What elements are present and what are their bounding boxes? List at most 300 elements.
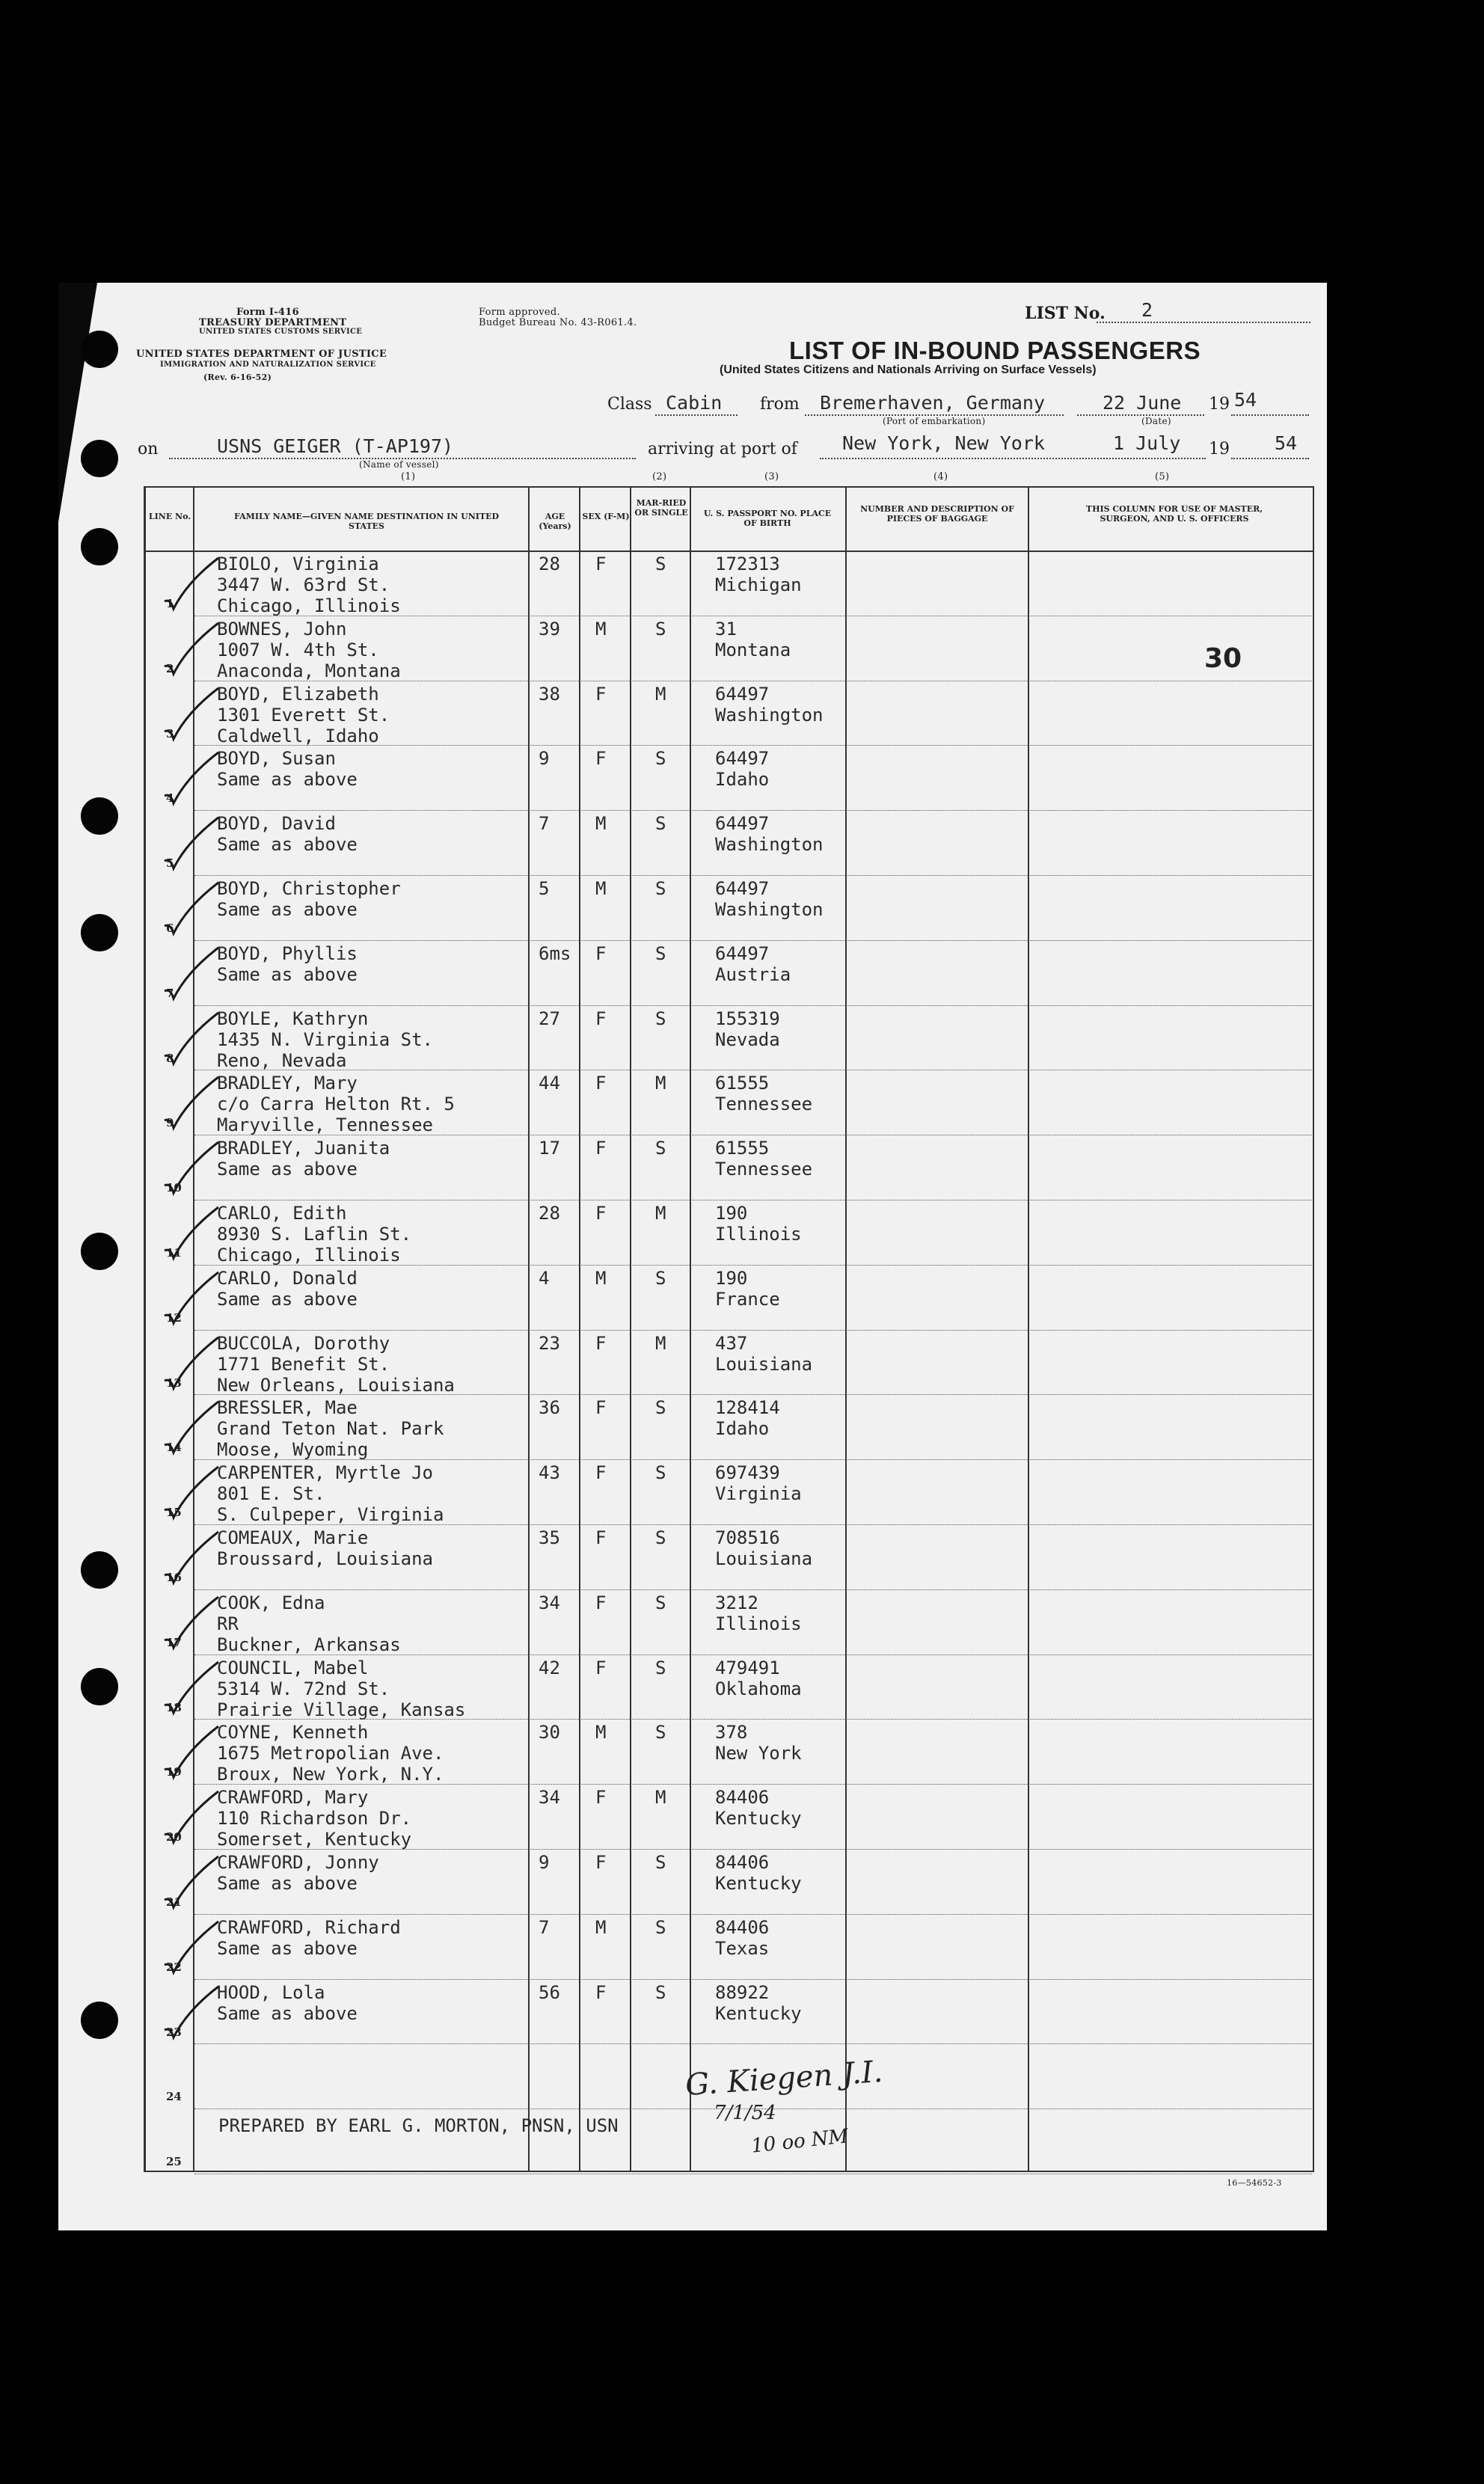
line-number: 2 [166, 661, 174, 675]
class-label: Class [607, 395, 652, 414]
row-separator [194, 1330, 1312, 1331]
age: 42 [539, 1657, 560, 1678]
row-separator [194, 1719, 1312, 1720]
passport-number: 378 [715, 1722, 748, 1744]
address-line-1: Same as above [217, 899, 358, 920]
place-of-birth: Tennessee [715, 1159, 813, 1180]
check-mark-icon [157, 1204, 224, 1264]
place-of-birth: Washington [715, 834, 824, 856]
line-number: 16 [166, 1571, 182, 1584]
address-line-1: c/o Carra Helton Rt. 5 [217, 1094, 455, 1115]
sex: F [595, 1138, 607, 1159]
passport-number: 697439 [715, 1462, 780, 1484]
marital-status: S [655, 1138, 666, 1159]
row-separator [194, 1265, 1312, 1266]
table-header-rule [144, 551, 1313, 552]
passport-number: 172313 [715, 553, 780, 574]
officer-signature: G. Kiegen J.I. [684, 2054, 884, 2103]
header-married: MAR-RIED OR SINGLE [634, 498, 688, 518]
marital-status: M [655, 1787, 666, 1809]
punch-hole [81, 440, 118, 477]
passport-number: 88922 [715, 1981, 770, 2003]
sex: M [595, 1916, 607, 1938]
punch-hole [81, 1233, 118, 1270]
check-mark-icon [157, 1334, 224, 1394]
address-line-1: 801 E. St. [217, 1483, 325, 1505]
address-line-1: Same as above [217, 769, 358, 791]
embarkation-port: Bremerhaven, Germany [820, 392, 1046, 414]
check-mark-icon [157, 1074, 224, 1134]
row-separator [194, 1459, 1312, 1460]
form-approved: Form approved. [479, 307, 560, 318]
address-line-1: 5314 W. 72nd St. [217, 1678, 390, 1699]
check-mark-icon [157, 815, 224, 874]
age: 34 [539, 1592, 560, 1613]
sex: F [595, 1203, 607, 1224]
col-num-5: (5) [1155, 471, 1170, 482]
passport-number: 64497 [715, 878, 770, 899]
form-subtitle: (United States Citizens and Nationals Arriving on Surface Vessels) [720, 364, 1097, 376]
passenger-name: BOYD, Phyllis [217, 942, 358, 964]
place-of-birth: Virginia [715, 1483, 802, 1505]
arrival-line [820, 458, 1206, 459]
row-separator [194, 810, 1312, 811]
line-number: 14 [166, 1441, 182, 1455]
place-of-birth: Illinois [715, 1224, 802, 1245]
place-of-birth: Tennessee [715, 1094, 813, 1115]
passenger-name: CARPENTER, Myrtle Jo [217, 1462, 433, 1484]
customs-label: UNITED STATES CUSTOMS SERVICE [199, 328, 363, 336]
form-title: LIST OF IN-BOUND PASSENGERS [789, 337, 1201, 364]
passenger-name: COUNCIL, Mabel [217, 1657, 369, 1678]
row-separator [194, 1849, 1312, 1850]
sex: F [595, 553, 607, 574]
sex: F [595, 1852, 607, 1873]
place-of-birth: Louisiana [715, 1353, 813, 1375]
passenger-name: BOYD, Susan [217, 748, 336, 770]
place-of-birth: Nevada [715, 1028, 780, 1050]
col-num-1: (1) [401, 471, 416, 482]
passport-number: 479491 [715, 1657, 780, 1678]
address-line-2: Reno, Nevada [217, 1049, 347, 1071]
line-number: 24 [166, 2090, 182, 2104]
passenger-name: BIOLO, Virginia [217, 553, 379, 574]
header-passport: U. S. PASSPORT NO. PLACE OF BIRTH [703, 509, 832, 528]
header-name: FAMILY NAME—GIVEN NAME DESTINATION IN UNITED STATES [233, 512, 500, 531]
line-number: 12 [166, 1310, 182, 1325]
header-officers: THIS COLUMN FOR USE OF MASTER, SURGEON, AND U. S. OFFICERS [1085, 504, 1263, 524]
check-mark-icon [157, 685, 224, 745]
check-mark-icon [157, 1659, 224, 1719]
vessel-name: USNS GEIGER (T-AP197) [217, 435, 454, 457]
marital-status: S [655, 748, 666, 770]
place-of-birth: Kentucky [715, 1873, 802, 1894]
marital-status: S [655, 1008, 666, 1029]
marital-status: S [655, 1722, 666, 1744]
address-line-1: Same as above [217, 1288, 358, 1310]
place-of-birth: Michigan [715, 574, 802, 595]
check-mark-icon [157, 945, 224, 1005]
check-mark-icon [157, 620, 224, 680]
officer-count: 30 [1204, 643, 1242, 674]
passenger-name: BOYD, Christopher [217, 878, 401, 899]
address-line-1: 3447 W. 63rd St. [217, 574, 390, 595]
age: 38 [539, 683, 560, 705]
place-of-birth: Oklahoma [715, 1678, 802, 1699]
line-number: 23 [166, 2025, 182, 2039]
place-of-birth: Montana [715, 639, 791, 660]
date-caption: (Date) [1141, 416, 1171, 426]
header-sex: SEX (F-M) [582, 512, 630, 521]
line-number: 8 [166, 1051, 174, 1065]
sex: F [595, 1527, 607, 1548]
row-separator [194, 1589, 1312, 1590]
date1-line [1077, 414, 1204, 416]
address-line-1: 1771 Benefit St. [217, 1353, 390, 1375]
check-mark-icon [157, 1594, 224, 1654]
passport-number: 3212 [715, 1592, 758, 1613]
marital-status: S [655, 1852, 666, 1873]
sex: M [595, 1722, 607, 1744]
age: 17 [539, 1138, 560, 1159]
marital-status: M [655, 1203, 666, 1224]
age: 27 [539, 1008, 560, 1029]
address-line-2: Broux, New York, N.Y. [217, 1764, 444, 1785]
marital-status: S [655, 942, 666, 964]
punch-hole [81, 2002, 118, 2039]
check-mark-icon [157, 1139, 224, 1199]
passenger-name: COMEAUX, Marie [217, 1527, 369, 1548]
place-of-birth: Texas [715, 1937, 770, 1959]
col-num-3: (3) [764, 471, 779, 482]
age: 23 [539, 1332, 560, 1354]
line-number: 5 [166, 856, 174, 871]
marital-status: S [655, 878, 666, 899]
line-number: 10 [166, 1181, 182, 1195]
line-number: 15 [166, 1506, 182, 1520]
address-line-1: 110 Richardson Dr. [217, 1808, 412, 1830]
place-of-birth: New York [715, 1743, 802, 1764]
punch-hole [81, 1668, 118, 1705]
row-separator [194, 1979, 1312, 1980]
row-separator [194, 1524, 1312, 1525]
address-line-1: Same as above [217, 1937, 358, 1959]
year2-prefix: 19 [1209, 440, 1230, 459]
address-line-1: Same as above [217, 1159, 358, 1180]
ins-label: IMMIGRATION AND NATURALIZATION SERVICE [160, 361, 376, 369]
age: 9 [539, 1852, 550, 1873]
address-line-1: 1675 Metropolian Ave. [217, 1743, 444, 1764]
punch-hole [81, 528, 118, 565]
punch-hole [81, 1551, 118, 1589]
place-of-birth: Louisiana [715, 1548, 813, 1569]
check-mark-icon [157, 1010, 224, 1070]
age: 30 [539, 1722, 560, 1744]
sex: F [595, 1981, 607, 2003]
check-mark-icon [157, 1919, 224, 1978]
passport-number: 84406 [715, 1916, 770, 1938]
year1-line [1231, 414, 1309, 416]
address-line-1: RR [217, 1613, 239, 1634]
passenger-name: BOWNES, John [217, 618, 347, 640]
sex: F [595, 1397, 607, 1419]
address-line-2: Prairie Village, Kansas [217, 1699, 466, 1720]
sex: F [595, 1332, 607, 1354]
line-number: 19 [166, 1765, 182, 1779]
vessel-caption: (Name of vessel) [359, 459, 439, 470]
address-line-2: Moose, Wyoming [217, 1439, 369, 1461]
header-age: AGE (Years) [539, 512, 571, 531]
class-value: Cabin [666, 392, 723, 414]
address-line-2: Chicago, Illinois [217, 595, 401, 616]
port-caption: (Port of embarkation) [883, 416, 986, 426]
sex: F [595, 1008, 607, 1029]
passport-number: 61555 [715, 1073, 770, 1094]
check-mark-icon [157, 1464, 224, 1524]
age: 7 [539, 813, 550, 835]
place-of-birth: Illinois [715, 1613, 802, 1634]
address-line-2: Chicago, Illinois [217, 1245, 401, 1266]
address-line-2: New Orleans, Louisiana [217, 1374, 455, 1396]
passenger-name: CARLO, Edith [217, 1203, 347, 1224]
row-separator [194, 1914, 1312, 1915]
marital-status: S [655, 1657, 666, 1678]
arrival-port: New York, New York [842, 432, 1045, 454]
age: 28 [539, 1203, 560, 1224]
passenger-name: HOOD, Lola [217, 1981, 325, 2003]
line-number: 11 [166, 1246, 182, 1260]
footer-code: 16—54652-3 [1227, 2178, 1282, 2188]
row-separator [194, 1784, 1312, 1785]
age: 35 [539, 1527, 560, 1548]
marital-status: S [655, 1592, 666, 1613]
line-number: 7 [166, 986, 174, 1000]
passport-number: 64497 [715, 683, 770, 705]
sex: M [595, 878, 607, 899]
address-line-1: 1435 N. Virginia St. [217, 1028, 433, 1050]
check-mark-icon [157, 1399, 224, 1459]
passenger-name: BOYD, Elizabeth [217, 683, 379, 705]
passport-number: 190 [715, 1203, 748, 1224]
row-separator [194, 1394, 1312, 1395]
address-line-2: Maryville, Tennessee [217, 1114, 433, 1136]
sex: F [595, 1787, 607, 1809]
year1-prefix: 19 [1209, 395, 1230, 414]
address-line-2: Somerset, Kentucky [217, 1829, 412, 1850]
revision-label: (Rev. 6-16-52) [203, 372, 272, 382]
sex: F [595, 1462, 607, 1484]
check-mark-icon [157, 1984, 224, 2043]
age: 39 [539, 618, 560, 640]
arriving-label: arriving at port of [648, 440, 797, 459]
passenger-name: BOYD, David [217, 813, 336, 835]
line-number: 17 [166, 1635, 182, 1649]
marital-status: S [655, 618, 666, 640]
punch-hole [81, 797, 118, 835]
sex: F [595, 1073, 607, 1094]
passport-number: 437 [715, 1332, 748, 1354]
marital-status: S [655, 1267, 666, 1289]
sex: F [595, 748, 607, 770]
marital-status: S [655, 1981, 666, 2003]
list-no-line [1097, 322, 1310, 323]
place-of-birth: Austria [715, 963, 791, 985]
address-line-2: Anaconda, Montana [217, 660, 401, 681]
check-mark-icon [157, 1269, 224, 1329]
passenger-name: BRADLEY, Juanita [217, 1138, 390, 1159]
passport-number: 708516 [715, 1527, 780, 1548]
sex: F [595, 942, 607, 964]
line-number: 3 [166, 726, 174, 740]
marital-status: S [655, 1462, 666, 1484]
passenger-name: CRAWFORD, Mary [217, 1787, 369, 1809]
age: 44 [539, 1073, 560, 1094]
check-mark-icon [157, 555, 224, 615]
on-label: on [138, 440, 159, 459]
year2-line [1231, 458, 1309, 459]
passenger-name: BRESSLER, Mae [217, 1397, 358, 1419]
passport-number: 61555 [715, 1138, 770, 1159]
line-number: 21 [166, 1895, 182, 1909]
line-number: 13 [166, 1376, 182, 1390]
budget-bureau: Budget Bureau No. 43-R061.4. [479, 317, 637, 328]
address-line-1: Grand Teton Nat. Park [217, 1418, 444, 1440]
age: 6ms [539, 942, 571, 964]
check-mark-icon [157, 1788, 224, 1848]
passenger-name: CRAWFORD, Richard [217, 1916, 401, 1938]
place-of-birth: France [715, 1288, 780, 1310]
arrival-date: 1 July [1113, 432, 1181, 454]
age: 56 [539, 1981, 560, 2003]
row-separator [194, 875, 1312, 876]
row-separator [194, 745, 1312, 746]
year2-value: 54 [1275, 432, 1298, 454]
sex: F [595, 1657, 607, 1678]
class-line [655, 414, 738, 416]
marital-status: S [655, 1916, 666, 1938]
line-number: 4 [166, 791, 174, 806]
line-number: 9 [166, 1116, 174, 1130]
address-line-2: Caldwell, Idaho [217, 725, 379, 746]
sex: M [595, 1267, 607, 1289]
line-number: 6 [166, 921, 174, 935]
age: 4 [539, 1267, 550, 1289]
line-number: 25 [166, 2155, 182, 2169]
marital-status: S [655, 1397, 666, 1419]
address-line-1: 1007 W. 4th St. [217, 639, 379, 660]
address-line-1: 8930 S. Laflin St. [217, 1224, 412, 1245]
header-line-no: LINE No. [148, 512, 191, 521]
sex: M [595, 618, 607, 640]
passport-number: 128414 [715, 1397, 780, 1419]
sex: M [595, 813, 607, 835]
passport-number: 64497 [715, 813, 770, 835]
line-number: 22 [166, 1960, 182, 1974]
age: 34 [539, 1787, 560, 1809]
header-baggage: NUMBER AND DESCRIPTION OF PIECES OF BAGGAGE [860, 504, 1014, 524]
address-line-1: Same as above [217, 2002, 358, 2024]
address-line-1: Broussard, Louisiana [217, 1548, 433, 1569]
col-num-4: (4) [933, 471, 948, 482]
justice-label: UNITED STATES DEPARTMENT OF JUSTICE [136, 349, 387, 360]
marital-status: M [655, 1073, 666, 1094]
marital-status: S [655, 813, 666, 835]
place-of-birth: Washington [715, 704, 824, 726]
line-number: 18 [166, 1700, 182, 1714]
address-line-1: 1301 Everett St. [217, 704, 390, 726]
address-line-2: Buckner, Arkansas [217, 1634, 401, 1655]
line-number: 1 [166, 597, 174, 610]
age: 36 [539, 1397, 560, 1419]
prepared-by: PREPARED BY EARL G. MORTON, PNSN, USN [218, 2115, 619, 2136]
age: 7 [539, 1916, 550, 1938]
sex: F [595, 683, 607, 705]
check-mark-icon [157, 1529, 224, 1589]
passport-number: 64497 [715, 942, 770, 964]
passenger-name: BRADLEY, Mary [217, 1073, 358, 1094]
age: 43 [539, 1462, 560, 1484]
col-num-2: (2) [652, 471, 667, 482]
embarkation-date: 22 June [1103, 392, 1182, 414]
passport-number: 31 [715, 618, 737, 640]
marital-status: S [655, 553, 666, 574]
marital-status: S [655, 1527, 666, 1548]
list-no-label: LIST No. [1025, 304, 1106, 323]
passenger-name: CRAWFORD, Jonny [217, 1852, 379, 1873]
from-label: from [760, 395, 800, 414]
form-number: Form I-416 [236, 307, 299, 318]
marital-status: M [655, 1332, 666, 1354]
punch-hole [81, 914, 118, 951]
passport-number: 84406 [715, 1787, 770, 1809]
passport-number: 155319 [715, 1008, 780, 1029]
passenger-name: COYNE, Kenneth [217, 1722, 369, 1744]
row-separator [194, 940, 1312, 941]
address-line-2: S. Culpeper, Virginia [217, 1504, 444, 1526]
place-of-birth: Idaho [715, 769, 770, 791]
age: 5 [539, 878, 550, 899]
address-line-1: Same as above [217, 1873, 358, 1894]
signature-time: 10 oo NM [749, 2125, 850, 2158]
passenger-name: COOK, Edna [217, 1592, 325, 1613]
treasury-label: TREASURY DEPARTMENT [199, 317, 347, 328]
year1-value: 54 [1234, 389, 1257, 411]
passenger-name: CARLO, Donald [217, 1267, 358, 1289]
age: 9 [539, 748, 550, 770]
row-separator [194, 2043, 1312, 2044]
passenger-name: BUCCOLA, Dorothy [217, 1332, 390, 1354]
passport-number: 64497 [715, 748, 770, 770]
check-mark-icon [157, 880, 224, 939]
age: 28 [539, 553, 560, 574]
place-of-birth: Washington [715, 899, 824, 920]
address-line-1: Same as above [217, 834, 358, 856]
check-mark-icon [157, 1853, 224, 1913]
check-mark-icon [157, 749, 224, 809]
place-of-birth: Kentucky [715, 2002, 802, 2024]
check-mark-icon [157, 1723, 224, 1783]
passport-number: 84406 [715, 1852, 770, 1873]
passenger-name: BOYLE, Kathryn [217, 1008, 369, 1029]
place-of-birth: Idaho [715, 1418, 770, 1440]
list-no-value: 2 [1141, 299, 1153, 321]
marital-status: M [655, 683, 666, 705]
signature-date: 7/1/54 [714, 2102, 776, 2124]
line-number: 20 [166, 1830, 182, 1844]
place-of-birth: Kentucky [715, 1808, 802, 1830]
row-separator [194, 1005, 1312, 1006]
passport-number: 190 [715, 1267, 748, 1289]
